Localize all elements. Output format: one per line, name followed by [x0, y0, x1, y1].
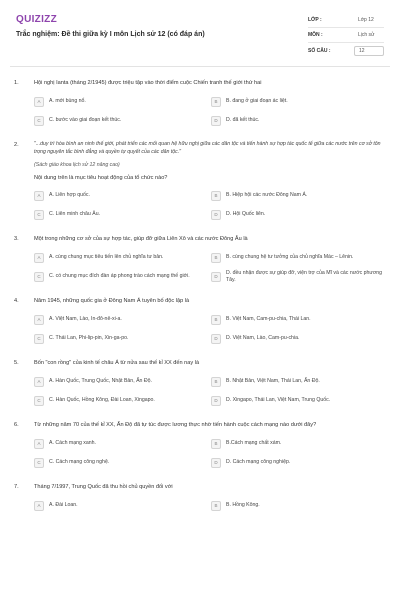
- option-text: B. Hiệp hội các nước Đông Nam Á.: [226, 192, 308, 199]
- option-b[interactable]: [211, 375, 384, 388]
- question-6: [14, 421, 384, 469]
- meta-label: MÔN :: [308, 32, 323, 38]
- options: [34, 189, 384, 221]
- question-5: [14, 359, 384, 407]
- question-text: Từ những năm 70 của thế kỉ XX, Ấn Độ đã tự túc được lương thực nhờ tiến hành cuộc cách mạng nào dưới đây?: [34, 422, 317, 428]
- option-b[interactable]: [211, 95, 384, 108]
- options: [34, 251, 384, 283]
- options: [34, 313, 384, 345]
- option-text: B. Hồng Kông.: [226, 502, 260, 509]
- question-number: 1.: [14, 80, 19, 86]
- option-letter: D: [211, 210, 221, 220]
- option-text: B. đang ở giai đoạn ác liệt.: [226, 98, 288, 105]
- option-letter: A: [34, 253, 44, 263]
- option-text: B.Cách mạng chất xám.: [226, 440, 282, 447]
- option-a[interactable]: [34, 95, 207, 108]
- option-text: C. bước vào giai đoạn kết thúc.: [49, 117, 122, 124]
- meta-label: SỐ CÂU :: [308, 47, 331, 54]
- question-number: 2.: [14, 142, 19, 148]
- option-text: A. Liên hợp quốc.: [49, 192, 90, 199]
- option-text: B. Việt Nam, Cam-pu-chia, Thái Lan.: [226, 316, 311, 323]
- option-letter: A: [34, 97, 44, 107]
- option-b[interactable]: [211, 313, 384, 326]
- option-b[interactable]: [211, 189, 384, 202]
- option-a[interactable]: [34, 375, 207, 388]
- question-number: 5.: [14, 360, 19, 366]
- option-d[interactable]: [211, 114, 384, 127]
- option-letter: C: [34, 334, 44, 344]
- option-text: A. Đài Loan.: [49, 502, 78, 509]
- worksheet-title: Trắc nghiệm: Đề thi giữa kỳ I môn Lịch sử 12 (có đáp án): [16, 31, 205, 38]
- option-b[interactable]: [211, 437, 384, 450]
- option-letter: B: [211, 97, 221, 107]
- question-source: (Sách giáo khoa lịch sử 12 nâng cao): [34, 162, 120, 168]
- option-text: C. Hàn Quốc, Hồng Kông, Đài Loan, Xingapo.: [49, 397, 155, 404]
- question-number: 6.: [14, 422, 19, 428]
- option-letter: A: [34, 439, 44, 449]
- meta-row-class: [308, 13, 384, 28]
- option-text: D. Xingapo, Thái Lan, Việt Nam, Trung Quốc.: [226, 397, 331, 404]
- meta-row-subject: [308, 28, 384, 43]
- question-text: Hội nghị Ianta (tháng 2/1945) được triệu tập vào thời điểm cuộc Chiến tranh thế giới thứ hai: [34, 80, 262, 86]
- option-letter: B: [211, 253, 221, 263]
- option-d[interactable]: [211, 456, 384, 469]
- option-c[interactable]: [34, 270, 207, 283]
- question-prompt: Nội dung trên là mục tiêu hoạt động của tổ chức nào?: [34, 175, 168, 181]
- option-text: C. có chung mục đích đàn áp phong trào cách mạng thế giới.: [49, 273, 190, 280]
- meta-value: Lịch sử: [358, 32, 375, 38]
- question-1: [14, 79, 384, 127]
- question-quote: "...duy trì hòa bình an ninh thế giới, phát triển các mối quan hệ hữu nghị giữa các dân tộc và tiến hành sự hợp tác quốc tế giữa các nước trên cơ sở tôn trọng nguyên tắc bình đẳng và quyền tự quyết của các dân tộc.": [34, 141, 381, 155]
- option-c[interactable]: [34, 456, 207, 469]
- options: [34, 375, 384, 407]
- option-letter: B: [211, 377, 221, 387]
- option-letter: C: [34, 210, 44, 220]
- option-c[interactable]: [34, 208, 207, 221]
- option-text: D. đều nhận được sự giúp đỡ, viện trợ của Mĩ và các nước phương Tây.: [226, 270, 383, 283]
- worksheet-header: [0, 0, 400, 66]
- option-letter: D: [211, 458, 221, 468]
- question-list: [0, 67, 400, 512]
- options: [34, 499, 384, 512]
- option-text: D. đã kết thúc.: [226, 117, 260, 124]
- option-letter: D: [211, 116, 221, 126]
- question-2: [14, 141, 384, 221]
- option-letter: C: [34, 458, 44, 468]
- options: [34, 437, 384, 469]
- option-letter: A: [34, 501, 44, 511]
- question-text: Tháng 7/1997, Trung Quốc đã thu hồi chủ quyền đối với: [34, 484, 173, 490]
- option-text: D. Hội Quốc liên.: [226, 211, 266, 218]
- question-text: Một trong những cơ sở của sự hợp tác, giúp đỡ giữa Liên Xô và các nước Đông Âu là: [34, 236, 248, 242]
- option-text: A. mới bùng nổ.: [49, 98, 86, 105]
- option-text: A. cùng chung mục tiêu tiến lên chủ nghĩa tư bản.: [49, 254, 164, 261]
- meta-label: LỚP :: [308, 17, 322, 23]
- meta-row-count: [308, 43, 384, 58]
- option-text: B. cùng chung hệ tư tưởng của chủ nghĩa Mác – Lênin.: [226, 254, 354, 261]
- option-text: A. Cách mạng xanh.: [49, 440, 97, 447]
- option-d[interactable]: [211, 394, 384, 407]
- option-letter: C: [34, 272, 44, 282]
- option-text: A. Việt Nam, Lào, In-đô-nê-xi-a.: [49, 316, 122, 323]
- option-letter: B: [211, 315, 221, 325]
- option-a[interactable]: [34, 499, 207, 512]
- option-d[interactable]: [211, 332, 384, 345]
- option-text: D. Cách mạng công nghiệp.: [226, 459, 291, 466]
- option-text: B. Nhật Bản, Việt Nam, Thái Lan, Ấn Độ.: [226, 378, 320, 385]
- option-letter: C: [34, 396, 44, 406]
- worksheet-meta: [308, 13, 384, 58]
- option-letter: A: [34, 377, 44, 387]
- question-text: Năm 1945, những quốc gia ở Đông Nam Á tuyên bố độc lập là: [34, 298, 190, 304]
- question-number: 7.: [14, 484, 19, 490]
- option-text: D. Việt Nam, Lào, Cam-pu-chia.: [226, 335, 300, 342]
- question-3: [14, 235, 384, 283]
- option-letter: B: [211, 501, 221, 511]
- option-letter: D: [211, 272, 221, 282]
- option-letter: C: [34, 116, 44, 126]
- question-7: [14, 483, 384, 512]
- question-number: 3.: [14, 236, 19, 242]
- meta-value: 12: [354, 46, 384, 56]
- option-text: C. Liên minh châu Âu.: [49, 211, 101, 218]
- option-text: C. Cách mạng công nghệ.: [49, 459, 110, 466]
- option-letter: B: [211, 439, 221, 449]
- option-letter: A: [34, 315, 44, 325]
- option-d[interactable]: [211, 270, 384, 283]
- option-letter: A: [34, 191, 44, 201]
- option-c[interactable]: [34, 114, 207, 127]
- option-a[interactable]: [34, 189, 207, 202]
- option-b[interactable]: [211, 499, 384, 512]
- quizizz-logo: QUIZIZZ: [16, 14, 57, 25]
- option-c[interactable]: [34, 332, 207, 345]
- option-a[interactable]: [34, 437, 207, 450]
- option-letter: B: [211, 191, 221, 201]
- question-text: Bốn "con rồng" của kinh tế châu Á từ nửa sau thế kỉ XX đến nay là: [34, 360, 200, 366]
- option-letter: D: [211, 396, 221, 406]
- options: [34, 95, 384, 127]
- option-text: C. Thái Lan, Phi-lip-pin, Xin-ga-po.: [49, 335, 129, 342]
- option-letter: D: [211, 334, 221, 344]
- question-number: 4.: [14, 298, 19, 304]
- option-a[interactable]: [34, 313, 207, 326]
- option-a[interactable]: [34, 251, 207, 264]
- option-d[interactable]: [211, 208, 384, 221]
- option-text: A. Hàn Quốc, Trung Quốc, Nhật Bản, Ấn Độ.: [49, 378, 152, 385]
- meta-value: Lớp 12: [358, 17, 374, 23]
- option-b[interactable]: [211, 251, 384, 264]
- question-4: [14, 297, 384, 345]
- option-c[interactable]: [34, 394, 207, 407]
